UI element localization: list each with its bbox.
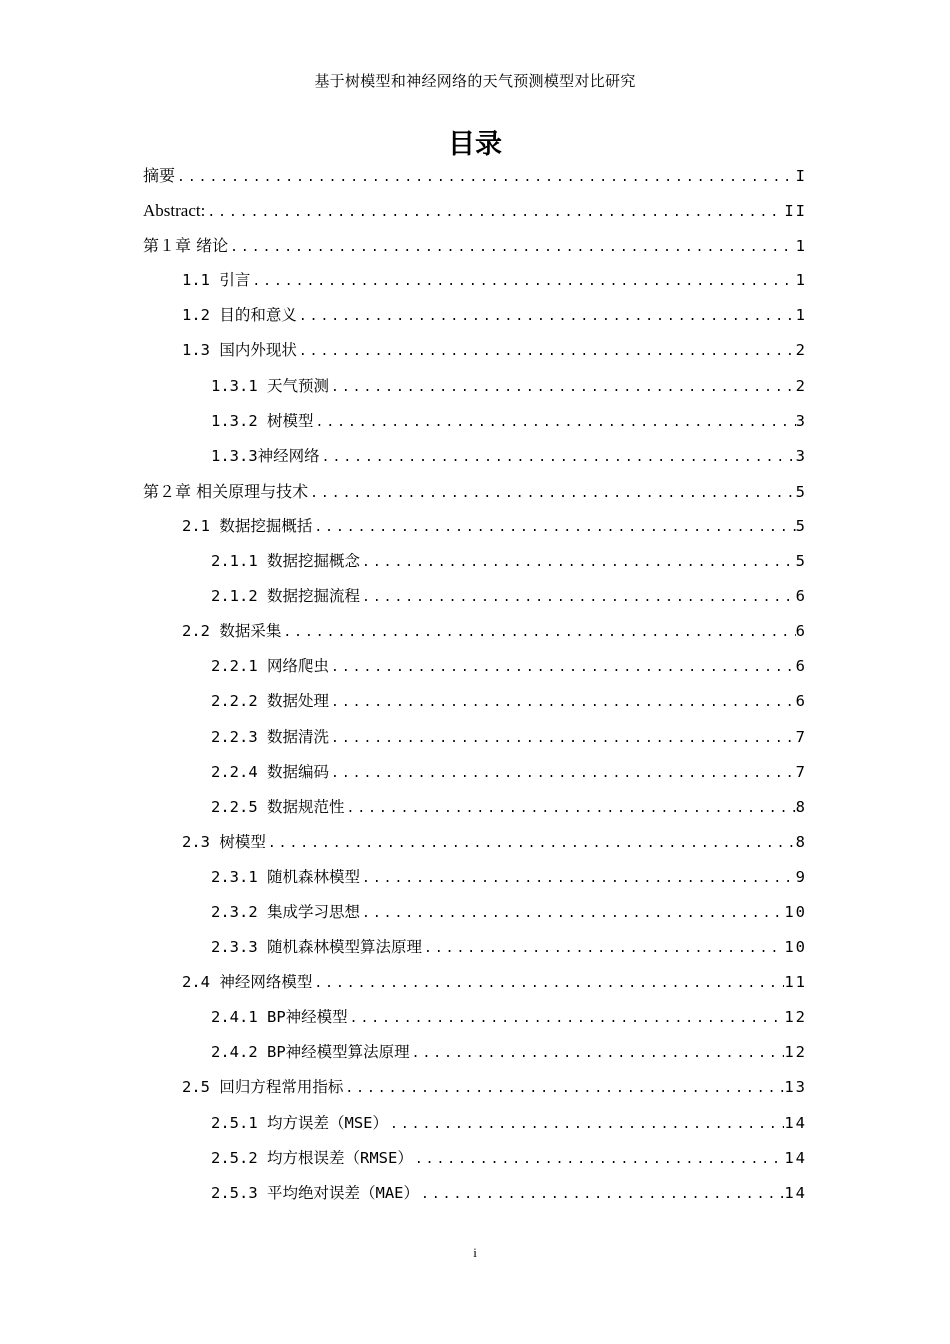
toc-entry-title: 2.4 神经网络模型	[182, 973, 313, 992]
toc-dot-leader	[329, 650, 796, 685]
toc-entry-title: 2.3.1 随机森林模型	[211, 867, 360, 886]
toc-entry-title: 2.5.2 均方根误差（RMSE）	[211, 1148, 413, 1167]
toc-dot-leader	[348, 1001, 785, 1036]
toc-entry[interactable]	[143, 825, 807, 860]
toc-entry-page: 11	[784, 973, 807, 992]
toc-dot-leader	[343, 1071, 784, 1106]
toc-entry[interactable]	[143, 193, 807, 228]
toc-entry[interactable]	[143, 930, 807, 965]
toc-entry[interactable]	[143, 333, 807, 368]
toc-entry[interactable]	[143, 1176, 807, 1211]
toc-dot-leader	[314, 405, 796, 440]
toc-entry-title: 2.2.4 数据编码	[211, 762, 329, 781]
toc-entry-page: 5	[795, 516, 807, 535]
toc-entry-title: 1.3 国内外现状	[182, 341, 297, 360]
toc-entry-title: 2.3.3 随机森林模型算法原理	[211, 938, 422, 957]
toc-dot-leader	[329, 756, 796, 791]
toc-dot-leader	[228, 230, 796, 265]
toc-dot-leader	[205, 195, 784, 230]
toc-entry[interactable]	[143, 1070, 807, 1105]
toc-dot-leader	[360, 545, 796, 580]
toc-dot-leader	[320, 440, 796, 475]
toc-entry[interactable]	[143, 649, 807, 684]
toc-entry-title: Abstract:	[143, 201, 206, 221]
toc-entry-page: I	[795, 167, 807, 185]
toc-entry-page: 14	[784, 1183, 807, 1202]
toc-entry-page: 12	[784, 1008, 807, 1027]
toc-entry-page: 9	[795, 867, 807, 886]
toc-entry-page: 14	[784, 1113, 807, 1132]
toc-entry-page: 6	[795, 587, 807, 606]
toc-entry-page: 5	[795, 482, 807, 501]
toc-entry-title: 1.3.2 树模型	[211, 411, 314, 430]
toc-entry[interactable]	[143, 895, 807, 930]
toc-dot-leader	[329, 685, 796, 720]
running-header: 基于树模型和神经网络的天气预测模型对比研究	[314, 72, 636, 90]
toc-entry-title: 1.1 引言	[182, 271, 251, 290]
toc-entry-page: 5	[795, 552, 807, 571]
toc-entry-title: 2.5.3 平均绝对误差（MAE）	[211, 1183, 419, 1202]
toc-entry-page: 8	[795, 797, 807, 816]
toc-dot-leader	[281, 615, 795, 650]
toc-dot-leader	[297, 299, 796, 334]
toc-entry-title: 2.1.1 数据挖掘概念	[211, 552, 360, 571]
toc-entry-page: 6	[795, 622, 807, 641]
toc-entry-title: 2.4.2 BP神经模型算法原理	[211, 1043, 410, 1062]
toc-entry-page: 8	[795, 832, 807, 851]
toc-dot-leader	[329, 721, 796, 756]
toc-entry[interactable]	[143, 1141, 807, 1176]
toc-entry[interactable]	[143, 158, 807, 193]
toc-entry-title: 第２章 相关原理与技术	[143, 481, 309, 501]
toc-entry-title: 1.3.3神经网络	[211, 446, 320, 465]
toc-dot-leader	[175, 160, 796, 195]
toc-dot-leader	[410, 1036, 785, 1071]
page-number: i	[473, 1245, 477, 1260]
toc-entry-title: 2.2.5 数据规范性	[211, 797, 345, 816]
toc-entry-page: 1	[795, 271, 807, 290]
toc-entry[interactable]	[143, 1106, 807, 1141]
toc-dot-leader	[388, 1107, 784, 1142]
table-of-contents	[143, 158, 807, 1211]
toc-entry-page: 10	[784, 902, 807, 921]
toc-entry-page: 3	[795, 446, 807, 465]
toc-entry-page: 3	[795, 411, 807, 430]
toc-entry-page: 7	[795, 727, 807, 746]
toc-entry[interactable]	[143, 614, 807, 649]
toc-entry[interactable]	[143, 684, 807, 719]
toc-dot-leader	[266, 826, 796, 861]
toc-entry-page: 2	[795, 376, 807, 395]
toc-entry[interactable]	[143, 1035, 807, 1070]
toc-entry[interactable]	[143, 298, 807, 333]
toc-entry-title: 2.2 数据采集	[182, 622, 282, 641]
toc-dot-leader	[413, 1142, 785, 1177]
toc-entry-title: 2.3.2 集成学习思想	[211, 902, 360, 921]
toc-dot-leader	[297, 334, 796, 369]
toc-entry[interactable]	[143, 369, 807, 404]
toc-entry-title: 2.2.3 数据清洗	[211, 727, 329, 746]
toc-entry-page: 12	[784, 1043, 807, 1062]
toc-entry[interactable]	[143, 474, 807, 509]
toc-entry[interactable]	[143, 404, 807, 439]
toc-entry-page: 14	[784, 1148, 807, 1167]
toc-entry[interactable]	[143, 965, 807, 1000]
toc-entry-title: 2.3 树模型	[182, 832, 266, 851]
toc-dot-leader	[360, 861, 796, 896]
toc-entry-title: 1.3.1 天气预测	[211, 376, 329, 395]
toc-entry[interactable]	[143, 720, 807, 755]
toc-dot-leader	[422, 931, 784, 966]
toc-entry[interactable]	[143, 509, 807, 544]
toc-dot-leader	[360, 580, 796, 615]
toc-entry-page: 2	[795, 341, 807, 360]
toc-entry-title: 2.2.1 网络爬虫	[211, 657, 329, 676]
toc-dot-leader	[329, 370, 796, 405]
toc-dot-leader	[419, 1177, 784, 1212]
toc-entry-title: 2.4.1 BP神经模型	[211, 1008, 348, 1027]
toc-entry[interactable]	[143, 228, 807, 263]
toc-dot-leader	[312, 510, 795, 545]
toc-entry-page: 13	[784, 1078, 807, 1097]
toc-entry[interactable]	[143, 755, 807, 790]
toc-entry-title: 第１章 绪论	[143, 236, 229, 256]
toc-entry-title: 2.2.2 数据处理	[211, 692, 329, 711]
toc-dot-leader	[250, 264, 795, 299]
toc-dot-leader	[312, 966, 784, 1001]
toc-entry[interactable]	[143, 579, 807, 614]
page-title: 目录	[448, 129, 502, 160]
toc-entry-page: II	[784, 202, 807, 221]
toc-entry-title: 2.5 回归方程常用指标	[182, 1078, 344, 1097]
toc-dot-leader	[345, 791, 796, 826]
toc-entry[interactable]	[143, 860, 807, 895]
toc-entry[interactable]	[143, 544, 807, 579]
toc-entry-title: 2.1 数据挖掘概括	[182, 516, 313, 535]
toc-dot-leader	[360, 896, 784, 931]
toc-entry-page: 1	[795, 237, 807, 256]
toc-entry[interactable]	[143, 439, 807, 474]
toc-entry[interactable]	[143, 790, 807, 825]
toc-dot-leader	[308, 476, 796, 511]
toc-entry[interactable]	[143, 1000, 807, 1035]
toc-entry-page: 1	[795, 306, 807, 325]
toc-entry-page: 6	[795, 657, 807, 676]
toc-entry-page: 6	[795, 692, 807, 711]
toc-entry-page: 7	[795, 762, 807, 781]
toc-entry-title: 2.1.2 数据挖掘流程	[211, 587, 360, 606]
toc-entry[interactable]	[143, 263, 807, 298]
toc-entry-page: 10	[784, 938, 807, 957]
toc-entry-title: 摘要	[143, 166, 176, 185]
toc-entry-title: 2.5.1 均方误差（MSE）	[211, 1113, 388, 1132]
toc-entry-title: 1.2 目的和意义	[182, 306, 297, 325]
